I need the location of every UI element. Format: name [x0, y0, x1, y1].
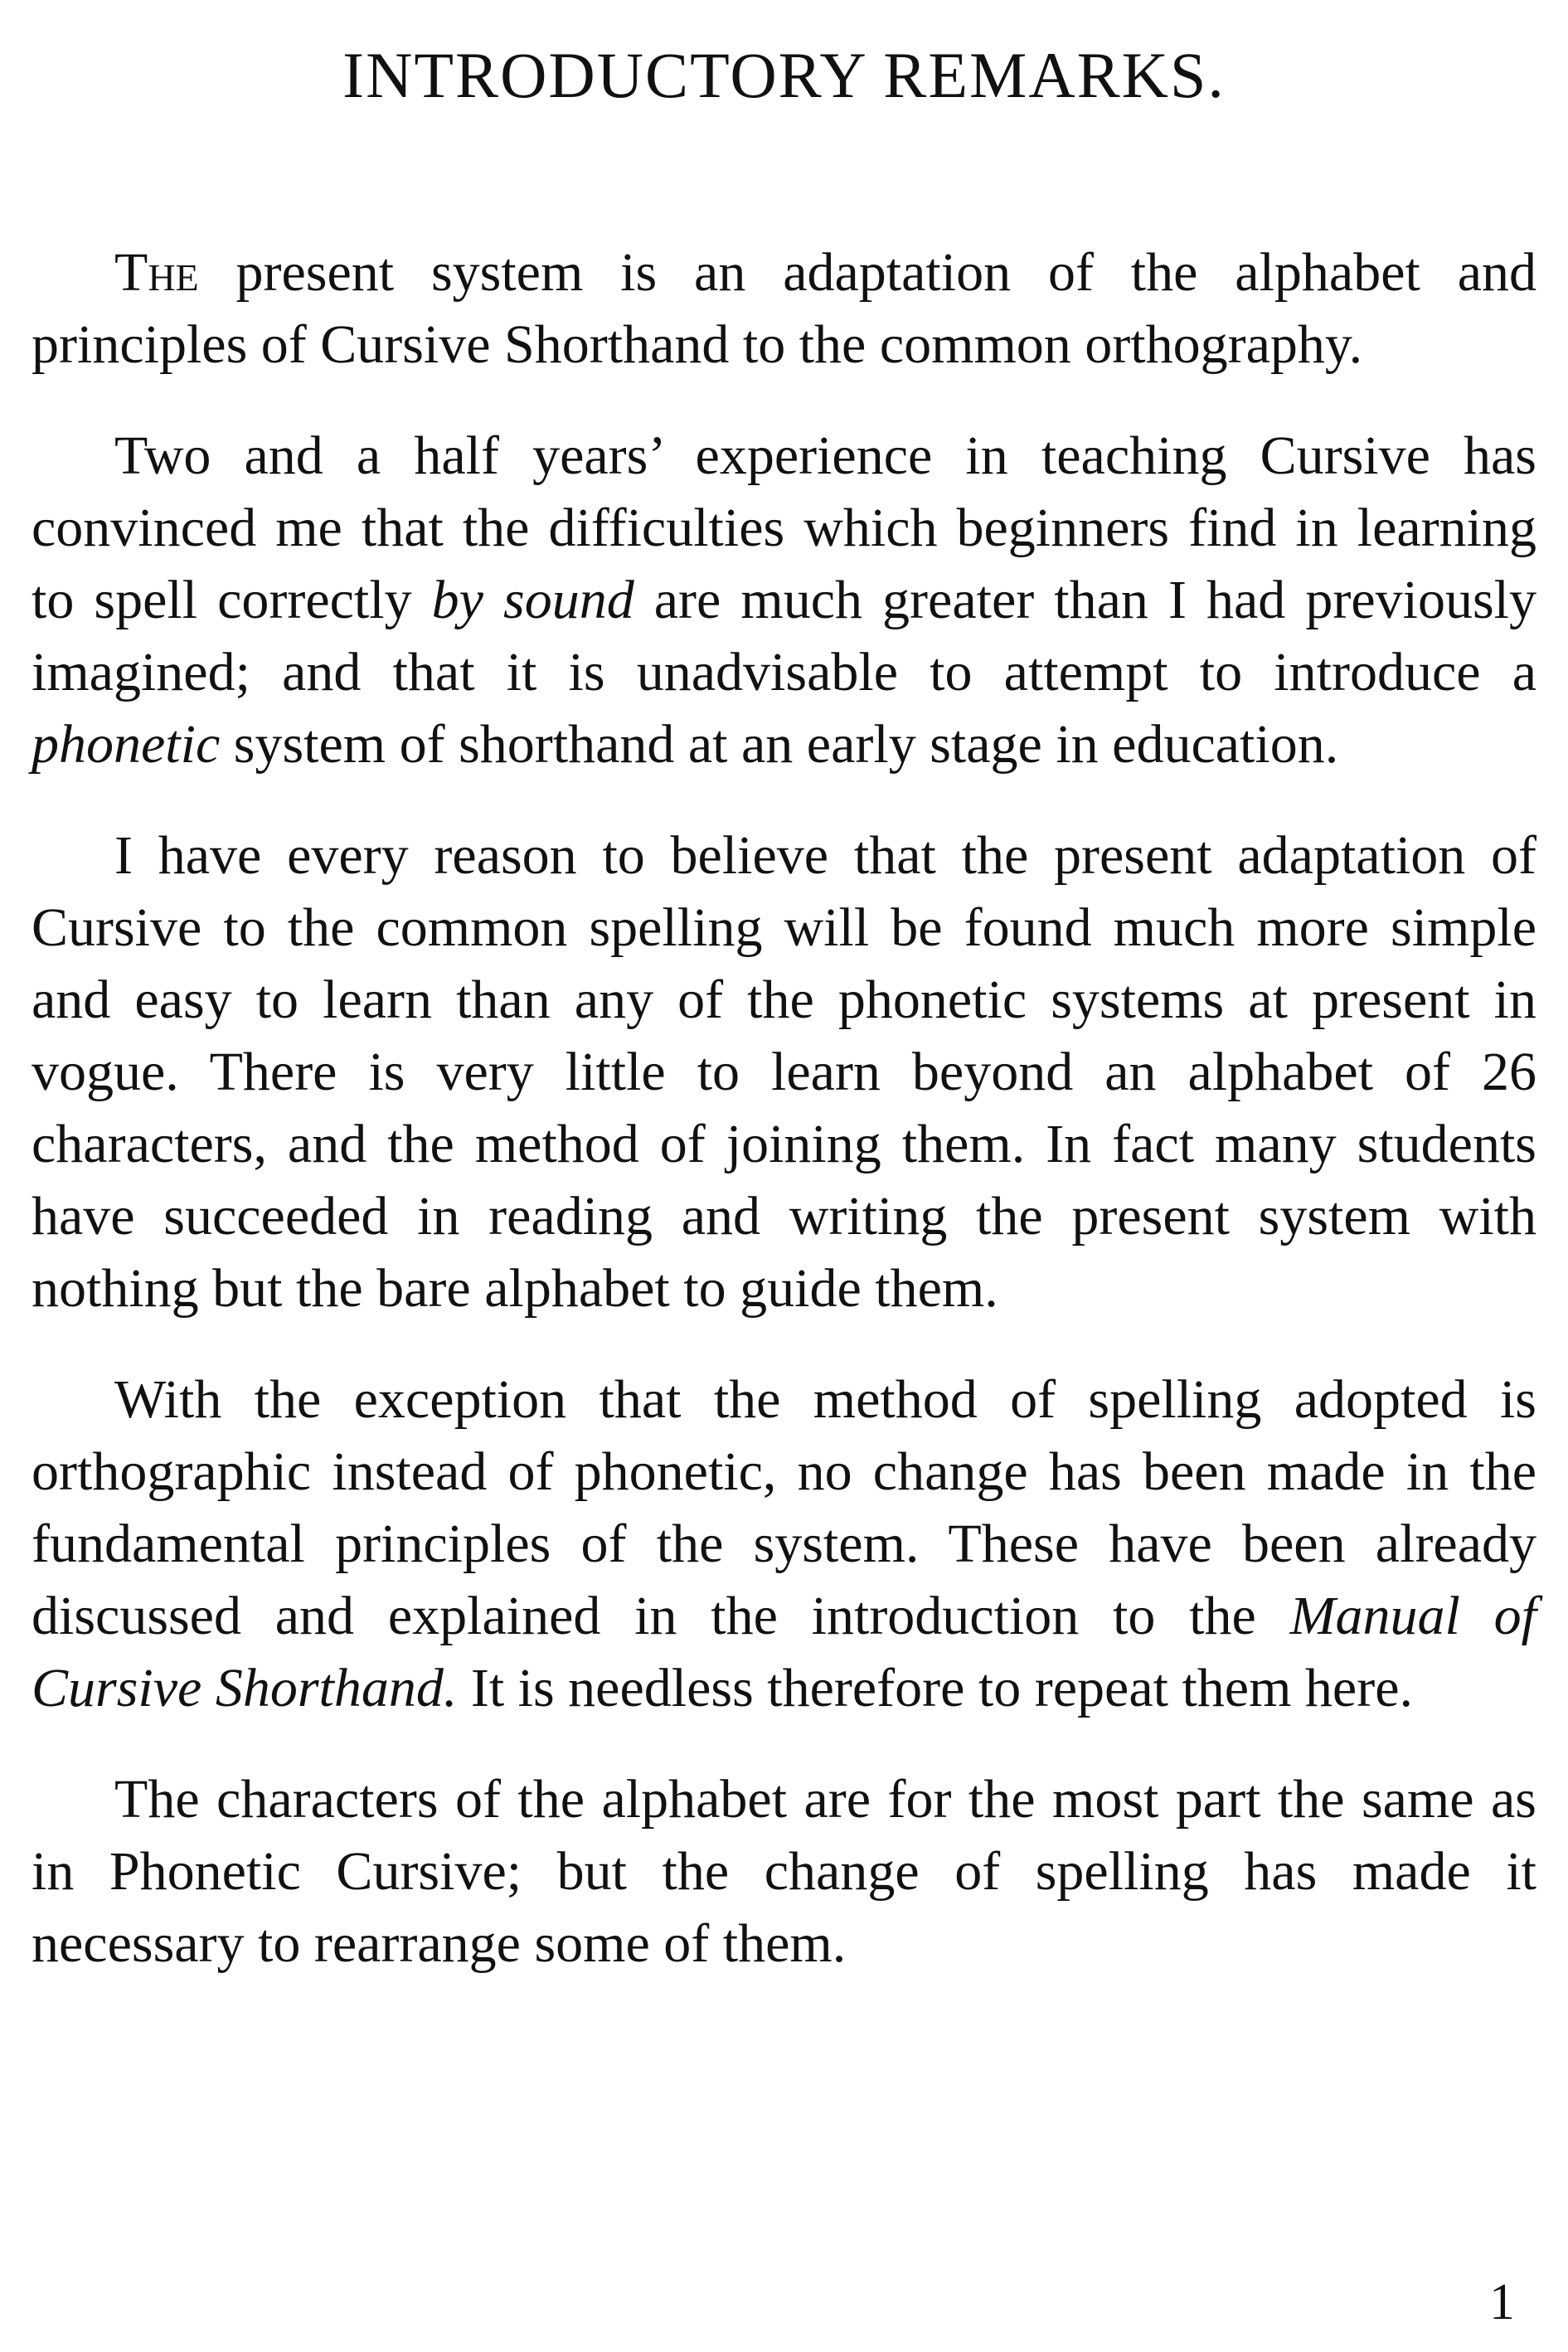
paragraph-text: present system is an adaptation of the alphabet and principles of Cursive Shorthand to the common orthography. [32, 242, 1536, 375]
paragraph-text: are much greater than I had previously imagined; and that it is unadvisable to attempt to introduce a [32, 570, 1536, 702]
paragraph-text: It is needless therefore to repeat them here. [457, 1658, 1413, 1718]
italic-phrase: phonetic [32, 714, 221, 775]
page-number: 1 [1489, 2274, 1515, 2330]
body-text [32, 236, 1536, 2019]
paragraph-3 [32, 819, 1536, 1324]
paragraph-2 [32, 420, 1536, 780]
paragraph-text: The characters of the alphabet are for the most part the same as in Phonetic Cursive; but the change of spelling has made it necessary to rearrange some of them. [32, 1769, 1536, 1974]
paragraph-4 [32, 1363, 1536, 1724]
paragraph-lead-word: The [114, 242, 199, 303]
paragraph-text: system of shorthand at an early stage in education. [220, 714, 1339, 775]
italic-book-title: Manual of Cursive Shorthand. [32, 1586, 1537, 1718]
italic-phrase: by sound [431, 570, 634, 630]
paragraph-text: With the exception that the method of spelling adopted is orthographic instead of phonetic, no change has been made in the fundamental principles of the system. These have been already discussed and explained in the introduction to the [32, 1369, 1536, 1646]
document-page [32, 0, 1536, 2352]
paragraph-5 [32, 1763, 1536, 1980]
page-title: INTRODUCTORY REMARKS. [342, 39, 1226, 111]
paragraph-text: I have every reason to believe that the present adaptation of Cursive to the common spelling will be found much more simple and easy to learn than any of the phonetic systems at present in vogue. There is very little to learn beyond an alphabet of 26 characters, and the method of joining them. In fact many students have succeeded in reading and writing the present system with nothing but the bare alphabet to guide them. [32, 825, 1536, 1319]
paragraph-text: Two and a half years’ experience in teaching Cursive has convinced me that the difficulties which beginners find in learning to spell correctly [32, 425, 1536, 630]
paragraph-1 [32, 236, 1536, 381]
